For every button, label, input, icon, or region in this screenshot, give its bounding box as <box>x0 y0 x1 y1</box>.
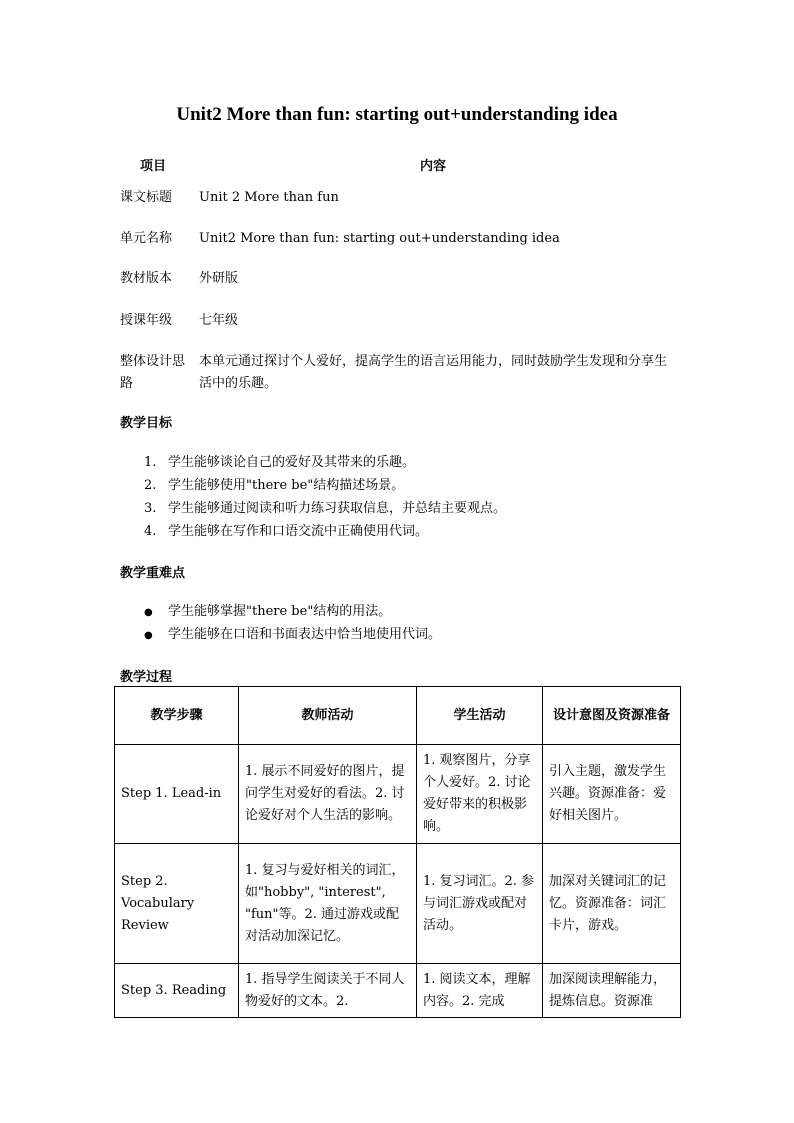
cell-intent: 加深阅读理解能力，提炼信息。资源准 <box>543 964 681 1018</box>
table-row <box>115 844 681 964</box>
list-item: 2. 学生能够使用"there be"结构描述场景。 <box>144 478 405 493</box>
header-intent: 设计意图及资源准备 <box>543 687 681 745</box>
info-value-unit-name: Unit2 More than fun: starting out+understanding idea <box>199 231 560 246</box>
info-label-design-idea: 整体设计思路 <box>120 354 186 391</box>
cell-teacher: 1. 展示不同爱好的图片，提问学生对爱好的看法。2. 讨论爱好对个人生活的影响。 <box>239 745 417 844</box>
info-header-item: 项目 <box>140 159 167 174</box>
bullet-icon: ● <box>144 630 153 641</box>
info-label-grade: 授课年级 <box>120 313 173 328</box>
header-student: 学生活动 <box>417 687 543 745</box>
list-item: 3. 学生能够通过阅读和听力练习获取信息，并总结主要观点。 <box>144 501 507 516</box>
header-teacher: 教师活动 <box>239 687 417 745</box>
list-item: 1. 学生能够谈论自己的爱好及其带来的乐趣。 <box>144 455 416 470</box>
list-item: ● 学生能够掌握"there be"结构的用法。 <box>120 600 441 623</box>
cell-student: 1. 观察图片，分享个人爱好。2. 讨论爱好带来的积极影响。 <box>417 745 543 844</box>
info-value-lesson-title: Unit 2 More than fun <box>199 190 339 205</box>
cell-intent: 引入主题，激发学生兴趣。资源准备：爱好相关图片。 <box>543 745 681 844</box>
info-value-design-idea: 本单元通过探讨个人爱好，提高学生的语言运用能力，同时鼓励学生发现和分享生活中的乐趣。 <box>199 354 668 391</box>
info-value-edition: 外研版 <box>199 271 239 286</box>
cell-teacher: 1. 指导学生阅读关于不同人物爱好的文本。2. <box>239 964 417 1018</box>
cell-teacher: 1. 复习与爱好相关的词汇，如"hobby", "interest", "fun"等。2. 通过游戏或配对活动加深记忆。 <box>239 844 417 964</box>
process-table <box>114 686 681 1018</box>
table-row <box>115 745 681 844</box>
cell-intent: 加深对关键词汇的记忆。资源准备：词汇卡片，游戏。 <box>543 844 681 964</box>
cell-step: Step 2. Vocabulary Review <box>115 844 239 964</box>
info-value-grade: 七年级 <box>199 313 239 328</box>
info-label-lesson-title: 课文标题 <box>120 190 173 205</box>
cell-student: 1. 阅读文本，理解内容。2. 完成 <box>417 964 543 1018</box>
table-row <box>115 964 681 1018</box>
info-header-content: 内容 <box>420 159 447 174</box>
cell-step: Step 3. Reading <box>115 964 239 1018</box>
bullet-icon: ● <box>144 607 153 618</box>
header-step: 教学步骤 <box>115 687 239 745</box>
cell-student: 1. 复习词汇。2. 参与词汇游戏或配对活动。 <box>417 844 543 964</box>
key-points-list <box>120 600 441 646</box>
info-label-edition: 教材版本 <box>120 271 173 286</box>
goals-heading: 教学目标 <box>120 416 173 431</box>
document-title: Unit2 More than fun: starting out+understanding idea <box>176 104 618 125</box>
table-header-row <box>115 687 681 745</box>
process-heading: 教学过程 <box>120 670 173 685</box>
key-points-heading: 教学重难点 <box>120 566 186 581</box>
cell-step: Step 1. Lead-in <box>115 745 239 844</box>
list-item: ● 学生能够在口语和书面表达中恰当地使用代词。 <box>120 623 441 646</box>
info-label-unit-name: 单元名称 <box>120 231 173 246</box>
goals-list <box>120 451 506 543</box>
list-item: 4. 学生能够在写作和口语交流中正确使用代词。 <box>144 524 429 539</box>
